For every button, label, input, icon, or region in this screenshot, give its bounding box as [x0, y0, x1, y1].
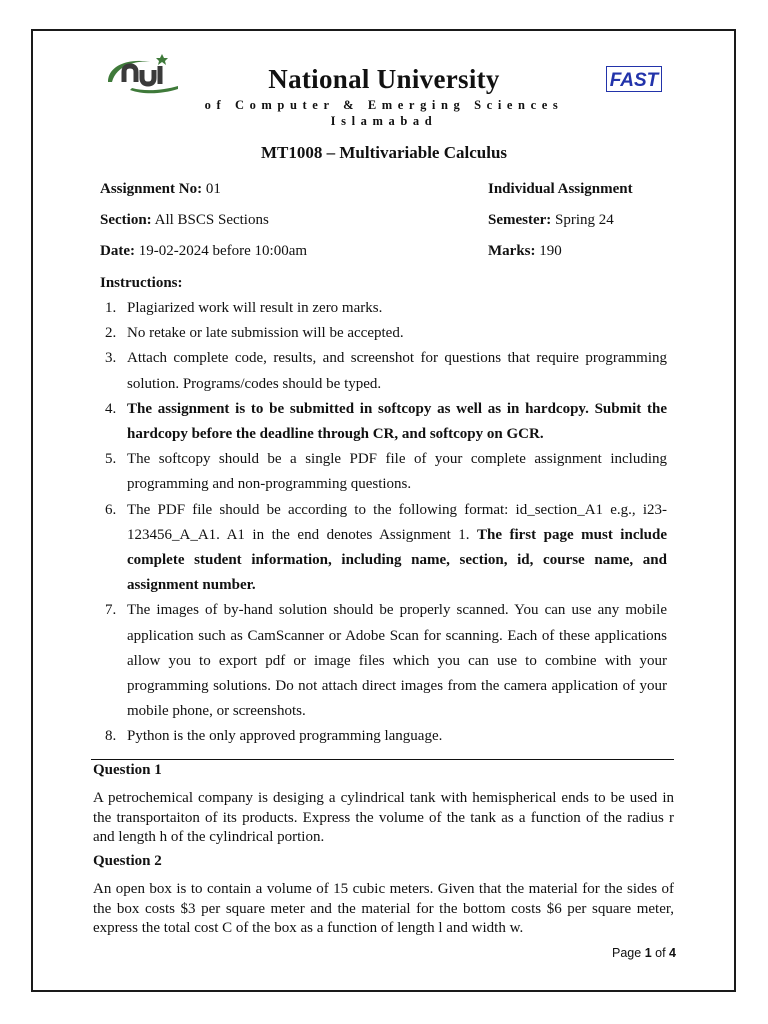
question-1-text: A petrochemical company is desiging a cylindrical tank with hemispherical ends to be used in the transportaiton of its products. Express the volume of the tank as a function of the radius r and length h of the cylindrical portion. — [93, 790, 674, 845]
marks-info: Marks: 190 — [488, 243, 562, 259]
list-item: 3. Attach complete code, results, and screenshot for questions that require programming solution. Programs/codes should be typed. — [105, 350, 667, 392]
list-item: 8. Python is the only approved programming language. — [105, 728, 443, 745]
question-1-title: Question 1 — [93, 762, 162, 778]
section-info: Section: All BSCS Sections — [100, 212, 269, 228]
date-info: Date: 19-02-2024 before 10:00am — [100, 243, 308, 259]
course-title: MT1008 – Multivariable Calculus — [260, 143, 508, 162]
question-2-title: Question 2 — [93, 853, 162, 869]
question-2-text: An open box is to contain a volume of 15 cubic meters. Given that the material for the sides of the box costs $3 per square meter and the material for the bottom costs $6 per square meter, express the total cost C of the box as a function of length l and width w. — [93, 881, 674, 936]
list-item: 2. No retake or late submission will be accepted. — [105, 325, 404, 342]
semester-info: Semester: Spring 24 — [488, 212, 614, 228]
university-subtitle: of Computer & Emerging Sciences — [204, 98, 564, 112]
list-item: 5. The softcopy should be a single PDF file of your complete assignment including programming and non-programming questions. — [105, 451, 667, 493]
university-city: Islamabad — [330, 114, 438, 128]
instructions-heading: Instructions: — [100, 275, 183, 291]
section-divider — [91, 759, 674, 760]
instructions-list — [98, 296, 667, 750]
university-name: National University — [268, 64, 500, 94]
assignment-number: Assignment No: 01 — [100, 181, 221, 197]
list-item: 7. The images of by-hand solution should be properly scanned. You can use any mobile application such as CamScanner or Adobe Scan for scanning. Each of these applications allow you to export pdf or image files which you can use to combine with your programming solutions. Do not attach direct images from the camera application of your mobile phone, or screenshots. — [105, 602, 667, 720]
list-item: 6. The PDF file should be according to the following format: id_section_A1 e.g., i23-123456_A_A1. A1 in the end denotes Assignment 1. The first page must include complete student information, including name, section, id, course name, and assignment number. — [105, 501, 667, 594]
svg-text:FAST: FAST — [609, 70, 659, 91]
list-item: 4. The assignment is to be submitted in softcopy as well as in hardcopy. Submit the hardcopy before the deadline through CR, and softcopy on GCR. — [105, 400, 667, 443]
assignment-type: Individual Assignment — [488, 181, 633, 197]
list-item: 1. Plagiarized work will result in zero marks. — [105, 300, 383, 316]
page-number: Page 1 of 4 — [612, 946, 676, 960]
